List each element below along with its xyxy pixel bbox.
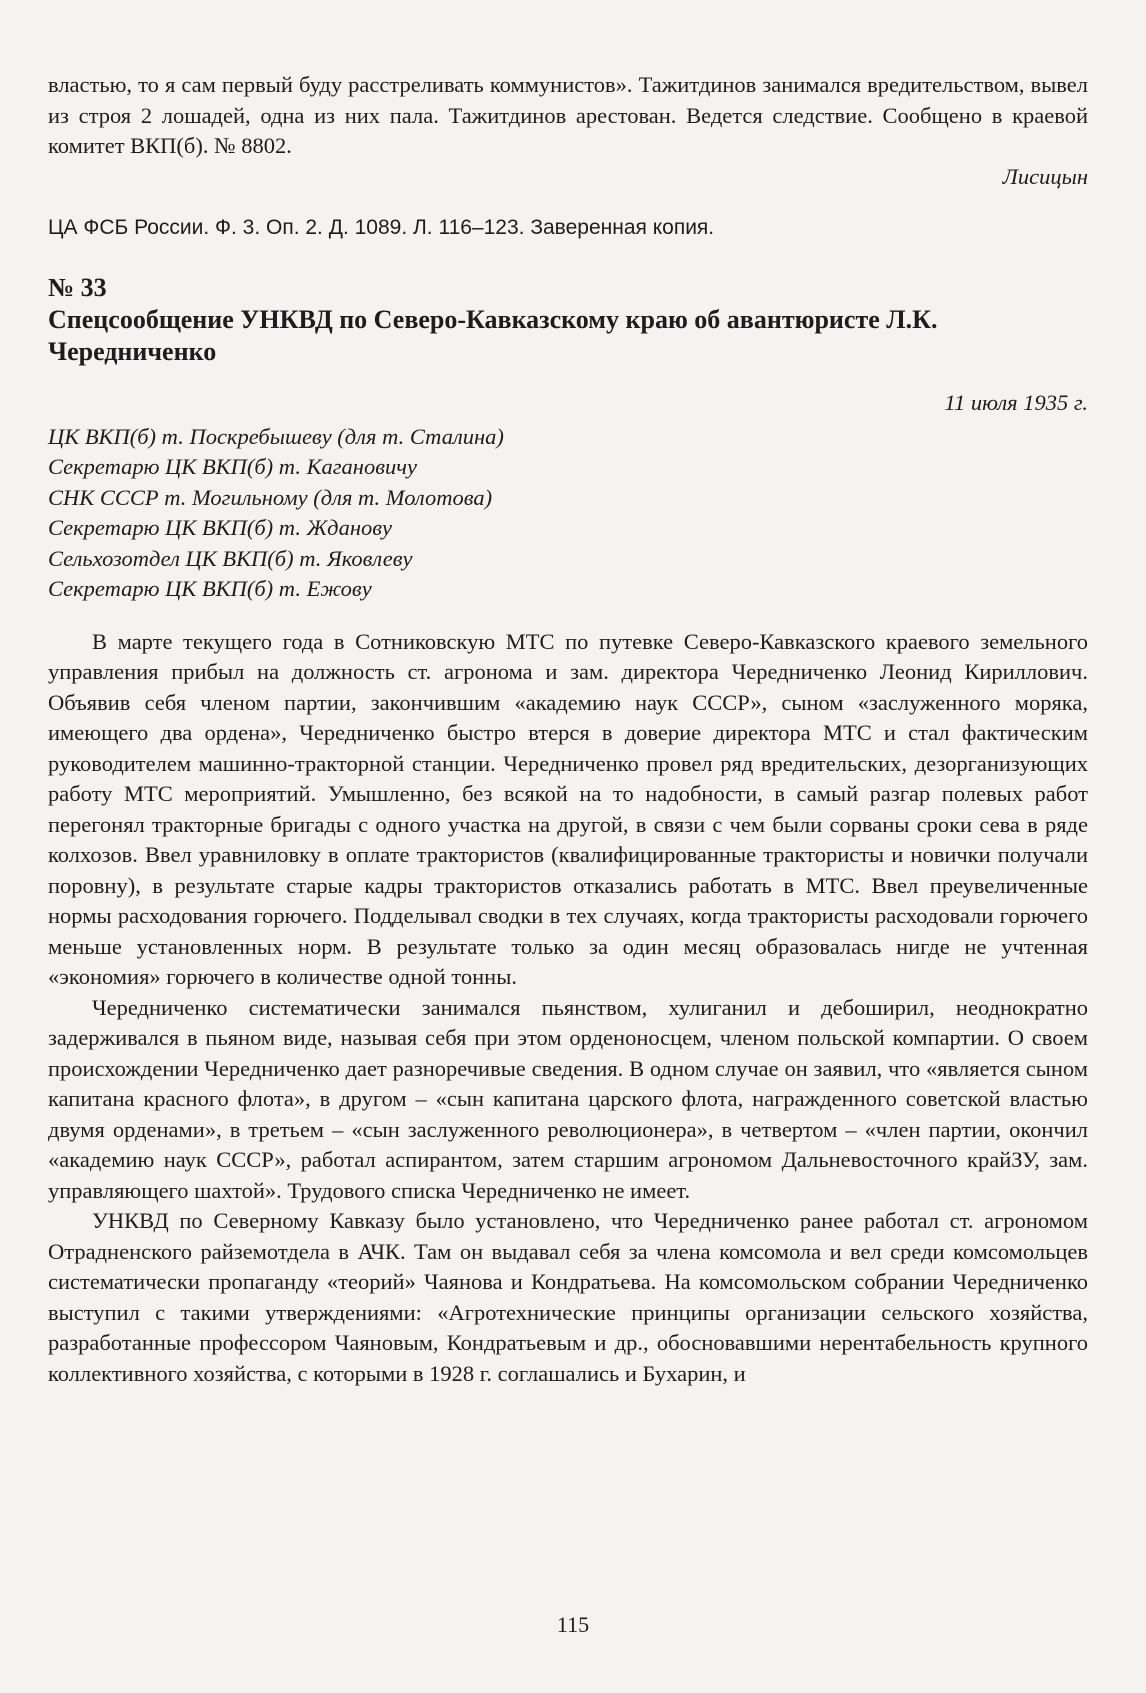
recipient: Секретарю ЦК ВКП(б) т. Кагановичу	[48, 454, 417, 479]
recipient: Секретарю ЦК ВКП(б) т. Ежову	[48, 576, 372, 601]
recipient: Сельхозотдел ЦК ВКП(б) т. Яковлеву	[48, 545, 413, 571]
recipients-list	[48, 422, 1088, 605]
signature: Лисицын	[1002, 163, 1088, 189]
page-number: 115	[556, 1612, 590, 1637]
document-date: 11 июля 1935 г.	[944, 389, 1088, 415]
recipient: СНК СССР т. Могильному (для т. Молотова)	[48, 484, 493, 510]
recipient: ЦК ВКП(б) т. Поскребышеву (для т. Сталина)	[48, 423, 504, 449]
body-paragraph: В марте текущего года в Сотниковскую МТС по путевке Северо-Кавказского краевого земельного управления прибыл на должность ст. агронома и зам. директора Чередниченко Леонид Кириллович. Объявив себя членом партии, закончившим «академию наук СССР», сыном «заслуженного моряка, имеющего два ордена», Чередниченко быстро втерся в доверие директора МТС и стал фактическим руководителем машинно-тракторной станции. Чередниченко провел ряд вредительских, дезорганизующих работу МТС мероприятий. Умышленно, без всякой на то надобности, в самый разгар полевых работ перегонял тракторные бригады с одного участка на другой, в связи с чем были сорваны сроки сева в ряде колхозов. Ввел уравниловку в оплате трактористов (квалифицированные трактористы и новички получали поровну), в результате старые кадры трактористов отказались работать в МТС. Ввел преувеличенные нормы расходования горючего. Подделывал сводки в тех случаях, когда трактористы расходовали горючего меньше установленных норм. В результате только за один месяц образовалась нигде не учтенная «экономия» горючего в количестве одной тонны.	[48, 628, 1088, 989]
top-paragraph: властью, то я сам первый буду расстреливать коммунистов». Тажитдинов занимался вредительством, вывел из строя 2 лошадей, одна из них пала. Тажитдинов арестован. Ведется следствие. Сообщено в краевой комитет ВКП(б). № 8802.	[48, 72, 1088, 158]
source-note: ЦА ФСБ России. Ф. 3. Оп. 2. Д. 1089. Л. 116–123. Заверенная копия.	[48, 215, 715, 239]
document-number: № 33	[48, 272, 107, 302]
body-paragraph: УНКВД по Северному Кавказу было установлено, что Чередниченко ранее работал ст. агрономом Отрадненского райземотдела в АЧК. Там он выдавал себя за члена комсомола и вел среди комсомольцев систематически пропаганду «теорий» Чаянова и Кондратьева. На комсомольском собрании Чередниченко выступил с такими утверждениями: «Агротехнические принципы организации сельского хозяйства, разработанные профессором Чаяновым, Кондратьевым и др., обосновавшими нерентабельность крупного коллективного хозяйства, с которыми в 1928 г. соглашались и Бухарин, и	[48, 1208, 1088, 1386]
body-paragraph: Чередниченко систематически занимался пьянством, хулиганил и дебоширил, неоднократно задерживался в пьяном виде, называя себя при этом орденоносцем, членом польской компартии. О своем происхождении Чередниченко дает разноречивые сведения. В одном случае он заявил, что «является сыном капитана красного флота», в другом – «сын капитана царского флота, награжденного советской властью двумя орденами», в третьем – «сын заслуженного революционера», в четвертом – «член партии, окончил «академию наук СССР», работал аспирантом, затем старшим агрономом Дальневосточного крайЗУ, зам. управляющего шахтой». Трудового списка Чередниченко не имеет.	[48, 994, 1088, 1203]
document-title: Спецсообщение УНКВД по Северо-Кавказскому краю об авантюристе Л.К. Чередниченко	[48, 304, 938, 366]
recipient: Секретарю ЦК ВКП(б) т. Жданову	[48, 515, 392, 540]
document-page	[48, 70, 1088, 1389]
